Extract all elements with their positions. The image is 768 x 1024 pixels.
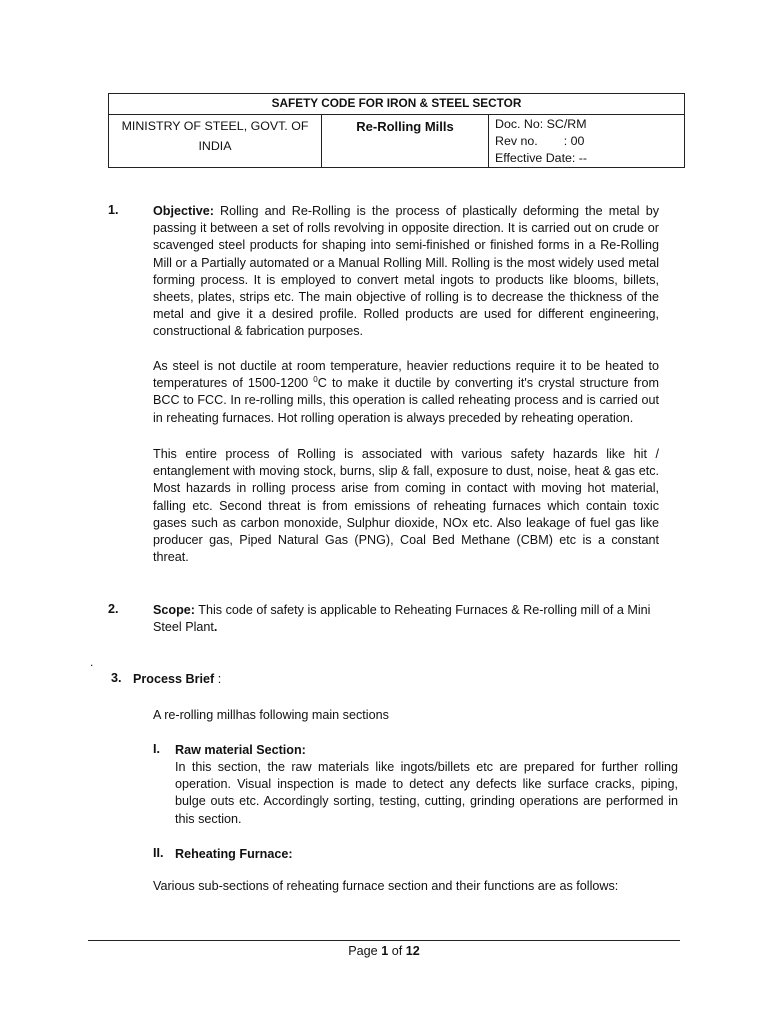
process-heading — [133, 671, 639, 688]
degree-superscript: 0 — [313, 375, 318, 385]
objective-p2-part-b: C to make it ductile by converting it's crystal structure from BCC to FCC. In re-rolling mills, this operation is called reheating process and is carried out in reheating furnaces. Hot rolling operation is always preceded by reheating operation. — [153, 376, 659, 425]
item-text-raw-material: In this section, the raw materials like ingots/billets etc are prepared for further rolling operation. Visual inspection is made to detect any defects like surface cracks, piping, bulge outs etc. Accordingly sorting, testing, cutting, grinding operations are performed in this section. — [175, 760, 678, 826]
effective-date: Effective Date: -- — [495, 151, 588, 165]
item-title-raw-material: Raw material Section: — [175, 743, 306, 757]
revision-row — [495, 133, 684, 150]
objective-p2-part-a: As steel is not ductile at room temperature, heavier reductions require it to be heated to temperatures of 1500-1200 — [153, 359, 659, 391]
item-text-reheating-furnace: Various sub-sections of reheating furnace section and their functions are as follows: — [153, 879, 619, 893]
scope-label: Scope: — [153, 603, 195, 617]
section-number-scope: 2. — [108, 602, 119, 616]
page-word: Page — [348, 944, 382, 958]
item-number-reheating-furnace: II. — [153, 846, 164, 860]
revision-value: : 00 — [563, 134, 585, 148]
doc-number: Doc. No: SC/RM — [495, 117, 587, 131]
stray-mark: . — [90, 655, 94, 669]
header-product: Re-Rolling Mills — [322, 115, 489, 168]
header-meta — [489, 115, 685, 168]
scope-text: This code of safety is applicable to Reheating Furnaces & Re-rolling mill of a Mini Steel Plant — [153, 603, 651, 635]
section-number-objective: 1. — [108, 203, 119, 217]
item-number-raw-material: I. — [153, 742, 160, 756]
page-number: 1 — [381, 944, 389, 958]
header-title: SAFETY CODE FOR IRON & STEEL SECTOR — [109, 94, 685, 115]
objective-text: Rolling and Re-Rolling is the process of plastically deforming the metal by passing it between a set of rolls revolving in opposite direction. It is carried out on crude or scavenged steel products for shaping into semi-finished or finished forms in a Re-Rolling Mill or a Partially automated or a Manual Rolling Mill. Rolling is the most widely used metal forming process. It is employed to convert metal ingots to products like blooms, billets, sheets, plates, strips etc. The main objective of rolling is to decrease the thickness of the metal and give it a desired profile. Rolled products are used for different engineering, constructional & fabrication purposes. — [153, 204, 659, 339]
objective-paragraph-2 — [153, 358, 659, 427]
process-colon: : — [214, 672, 222, 686]
process-intro: A re-rolling millhas following main sections — [153, 708, 389, 722]
objective-paragraph-3: This entire process of Rolling is associated with various safety hazards like hit / entanglement with moving stock, burns, slip & fall, exposure to dust, noise, heat & gas etc. Most hazards in rolling process arise from coming in contact with moving hot material, falling etc. Second threat is from emissions of reheating furnaces which contain toxic gases such as carbon monoxide, Sulphur dioxide, NOx etc. Also leakage of fuel gas like producer gas, Piped Natural Gas (PNG), Coal Bed Methane (CBM) etc is a constant threat. — [153, 447, 659, 565]
item-title-reheating-furnace: Reheating Furnace: — [175, 847, 293, 861]
page-total: 12 — [405, 944, 420, 958]
header-ministry: MINISTRY OF STEEL, GOVT. OF INDIA — [109, 115, 322, 168]
objective-paragraph-1 — [153, 203, 659, 341]
scope-paragraph — [153, 602, 659, 636]
objective-label: Objective: — [153, 204, 214, 218]
process-label: Process Brief — [133, 672, 215, 686]
of-word: of — [388, 944, 406, 958]
page-footer — [0, 944, 768, 958]
revision-label: Rev no. — [495, 134, 538, 148]
footer-divider — [88, 940, 680, 941]
section-number-process: 3. — [111, 671, 122, 685]
scope-period: . — [213, 620, 218, 635]
document-header-table — [108, 93, 685, 168]
